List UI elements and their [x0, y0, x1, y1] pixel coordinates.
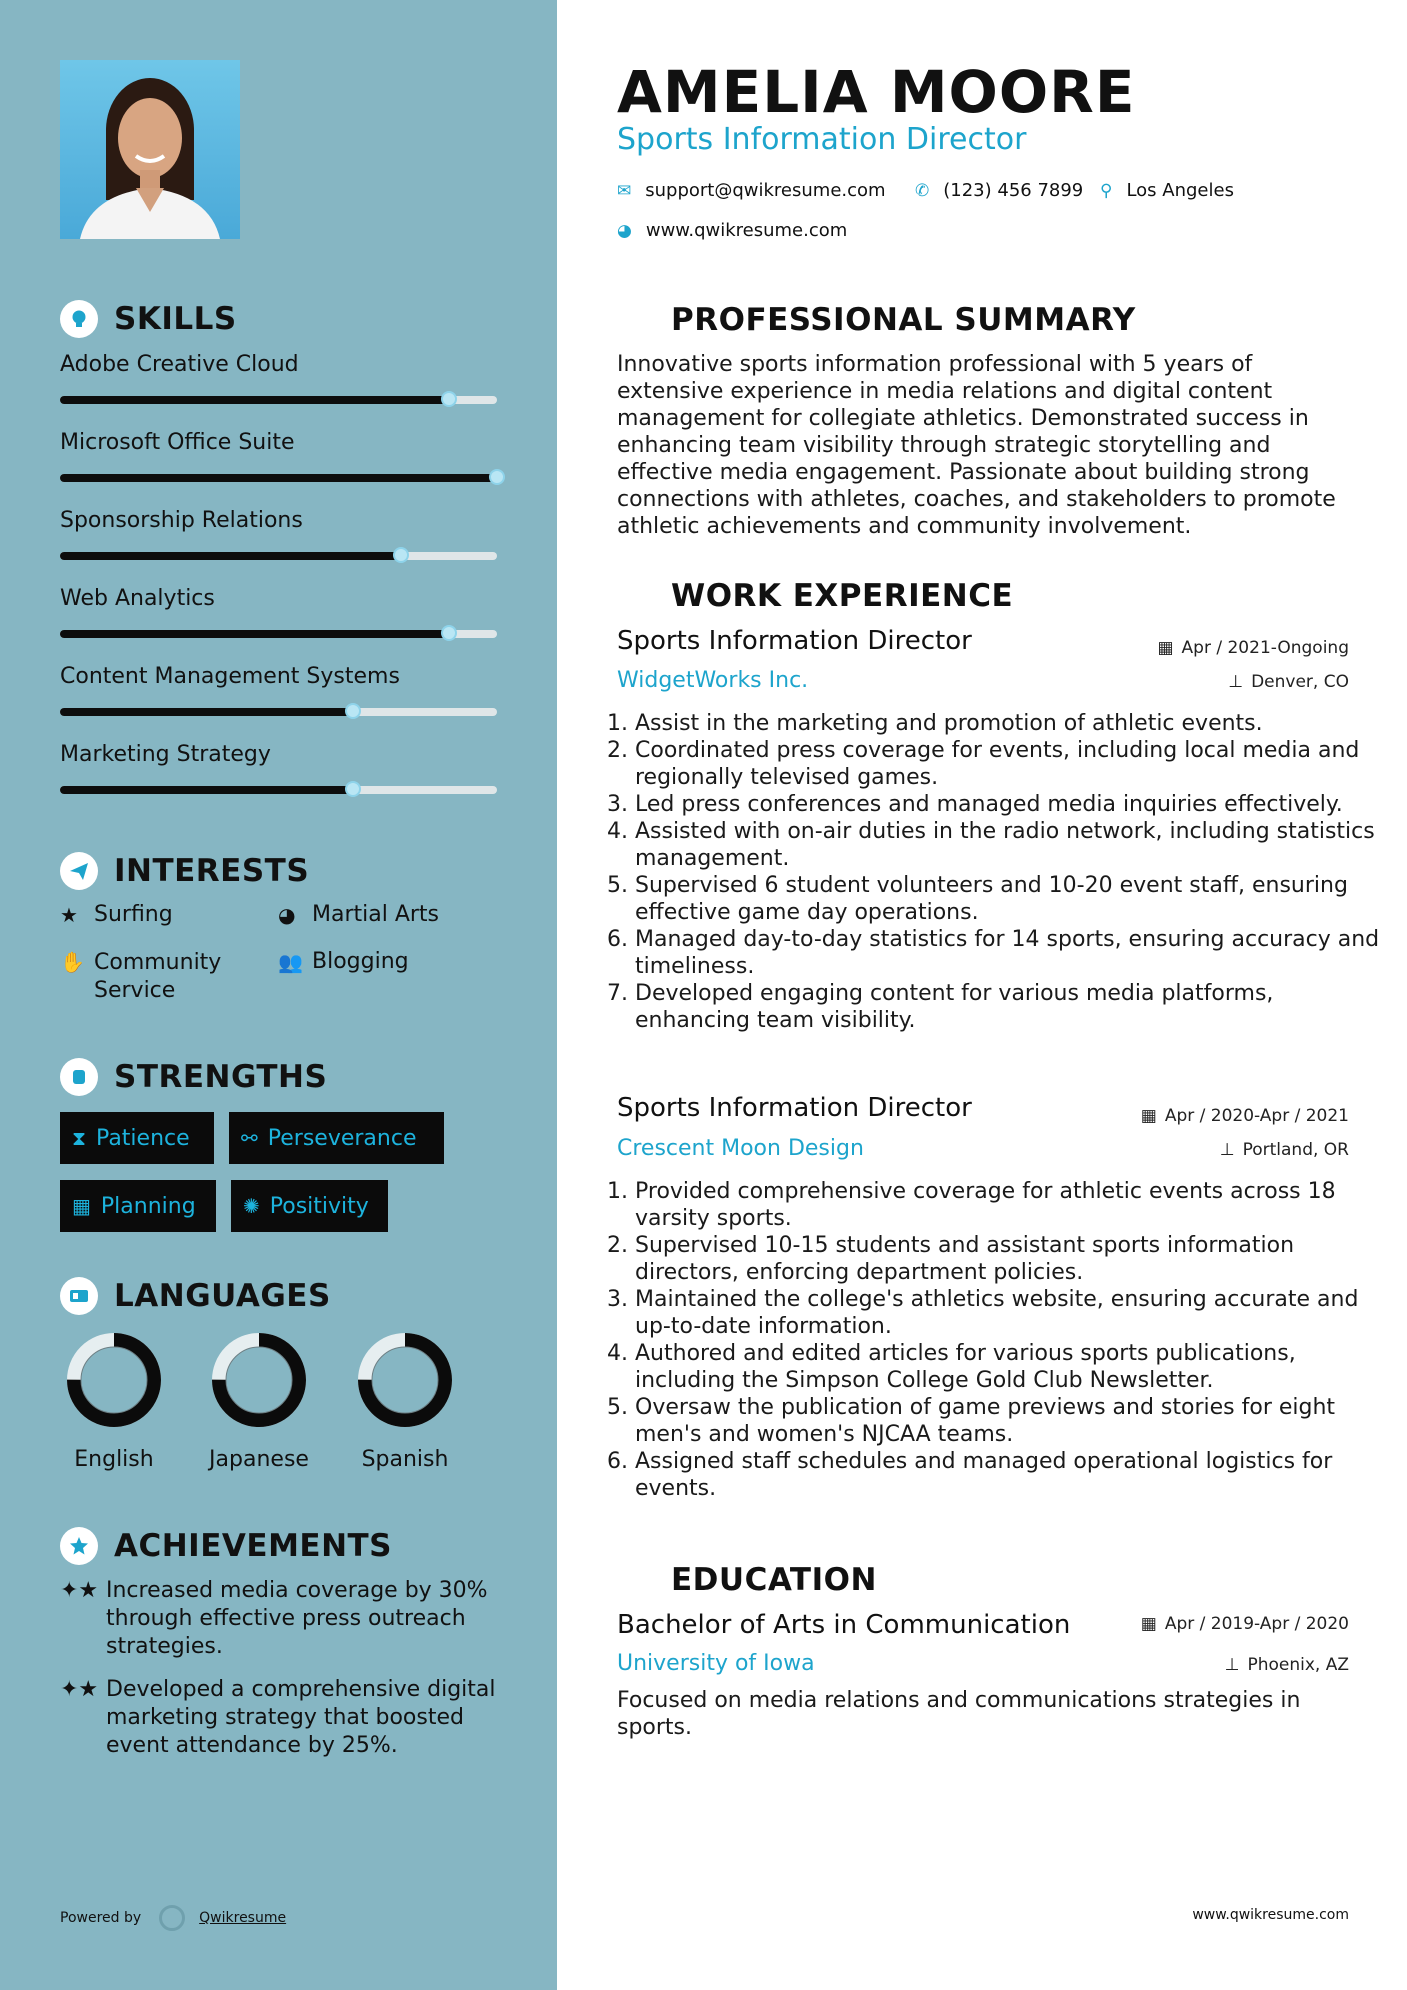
sidebar — [0, 0, 557, 1990]
achievements-heading — [60, 1527, 392, 1565]
skill-bar — [60, 708, 497, 716]
job-bullet: 5. Oversaw the publication of game previews and stories for eight men's and women's NJCAA teams. — [635, 1394, 1380, 1448]
skill-label: Content Management Systems — [60, 664, 400, 689]
qwikresume-link[interactable]: Qwikresume — [199, 1910, 287, 1926]
language-donut — [211, 1332, 307, 1432]
job-bullets — [617, 1178, 1380, 1502]
strength-chip — [231, 1180, 388, 1232]
skill-bar — [60, 396, 497, 404]
skill-bar-fill — [60, 474, 497, 482]
globe-icon: ◕ — [278, 903, 296, 927]
envelope-icon: ✉ — [617, 180, 632, 201]
hand-icon: ✋ — [60, 950, 85, 974]
binoculars-icon: ⚯ — [241, 1126, 258, 1150]
briefcase-icon — [617, 577, 655, 615]
globe-icon: ◕ — [617, 220, 632, 241]
interest-label: Community Service — [94, 950, 222, 1003]
job-dates — [1157, 638, 1349, 658]
job-bullet: 2. Supervised 10-15 students and assistant sports information directors, enforcing department policies. — [635, 1232, 1380, 1286]
skill-label: Microsoft Office Suite — [60, 430, 295, 455]
job-dates-text: Apr / 2020-Apr / 2021 — [1164, 1106, 1349, 1126]
strengths-heading — [60, 1058, 327, 1096]
skill-label: Sponsorship Relations — [60, 508, 303, 533]
job-dates — [1141, 1106, 1349, 1126]
users-icon: 👥 — [278, 950, 303, 974]
job-bullet: 1. Assist in the marketing and promotion of athletic events. — [635, 710, 1380, 737]
calendar-icon: ▦ — [1140, 1614, 1157, 1634]
paper-plane-icon — [60, 852, 98, 890]
phone-text: (123) 456 7899 — [943, 180, 1084, 201]
website-text[interactable]: www.qwikresume.com — [645, 220, 848, 241]
skill-bar — [60, 474, 497, 482]
contact-website — [617, 220, 847, 241]
job-bullets — [617, 710, 1380, 1034]
strength-chip — [60, 1112, 214, 1164]
interest-item — [60, 902, 173, 928]
strength-label: Positivity — [269, 1193, 369, 1219]
candidate-name: AMELIA MOORE — [617, 58, 1136, 126]
education-dates-text: Apr / 2019-Apr / 2020 — [1164, 1614, 1349, 1634]
skill-bar-knob — [441, 625, 457, 641]
job-bullet: 3. Maintained the college's athletics website, ensuring accurate and up-to-date information. — [635, 1286, 1380, 1340]
interest-label: Blogging — [312, 949, 409, 974]
strength-label: Patience — [96, 1125, 190, 1151]
location-text: Los Angeles — [1126, 180, 1234, 201]
company-name: Crescent Moon Design — [617, 1136, 864, 1161]
skill-bar-knob — [489, 469, 505, 485]
powered-by — [60, 1905, 286, 1931]
job-title: Sports Information Director — [617, 1093, 972, 1123]
skill-bar — [60, 786, 497, 794]
skill-label: Web Analytics — [60, 586, 215, 611]
contact-phone — [915, 180, 1083, 201]
calendar-icon: ▦ — [1157, 638, 1174, 658]
footer-website[interactable]: www.qwikresume.com — [1192, 1907, 1349, 1923]
contact-email — [617, 180, 886, 201]
job-bullet: 4. Authored and edited articles for various sports publications, including the Simpson College Gold Club Newsletter. — [635, 1340, 1380, 1394]
phone-icon: ✆ — [915, 180, 930, 201]
star-icon: ✦★ — [60, 1578, 99, 1603]
school-name: University of Iowa — [617, 1651, 815, 1676]
map-pin-icon: ⚲ — [1100, 180, 1113, 201]
skill-label: Adobe Creative Cloud — [60, 352, 299, 377]
user-icon — [617, 301, 655, 339]
graduation-cap-icon — [617, 1561, 655, 1599]
achievement-text: Developed a comprehensive digital marketing strategy that boosted event attendance by 25%. — [106, 1677, 496, 1758]
skill-bar — [60, 630, 497, 638]
strength-label: Perseverance — [267, 1125, 417, 1151]
achievement-item — [60, 1577, 500, 1661]
strengths-heading-text: STRENGTHS — [114, 1059, 328, 1095]
job-location — [1228, 672, 1349, 692]
job-bullet: 3. Led press conferences and managed media inquiries effectively. — [635, 791, 1380, 818]
interest-item — [60, 949, 260, 1005]
language-label: Japanese — [209, 1447, 309, 1472]
job-bullet: 6. Managed day-to-day statistics for 14 sports, ensuring accuracy and timeliness. — [635, 926, 1380, 980]
summary-text: Innovative sports information professional with 5 years of extensive experience in media relations and digital content management for collegiate athletics. Demonstrated success in enhancing team visibility through strategic storytelling and effective media engagement. Passionate about building strong connections with athletes, coaches, and stakeholders to promote athletic achievements and community involvement. — [617, 352, 1336, 539]
language-donut — [66, 1332, 162, 1432]
achievement-item — [60, 1676, 500, 1760]
pushpin-icon: ⊥ — [1219, 1140, 1235, 1160]
skill-bar-knob — [441, 391, 457, 407]
strength-label: Planning — [100, 1193, 196, 1219]
job-location — [1220, 1140, 1349, 1160]
job-bullet: 2. Coordinated press coverage for events, including local media and regionally televised games. — [635, 737, 1380, 791]
job-bullet: 7. Developed engaging content for various media platforms, enhancing team visibility. — [635, 980, 1380, 1034]
profile-photo — [60, 60, 240, 239]
job-dates-text: Apr / 2021-Ongoing — [1181, 638, 1349, 658]
skill-label: Marketing Strategy — [60, 742, 271, 767]
job-location-text: Portland, OR — [1242, 1140, 1349, 1160]
education-text: Focused on media relations and communications strategies in sports. — [617, 1688, 1301, 1740]
language-label: English — [74, 1447, 154, 1472]
languages-heading-text: LANGUAGES — [114, 1278, 331, 1314]
job-bullet: 5. Supervised 6 student volunteers and 10-20 event staff, ensuring effective game day operations. — [635, 872, 1380, 926]
pushpin-icon: ⊥ — [1224, 1655, 1240, 1675]
education-dates — [1141, 1614, 1349, 1634]
calendar-icon: ▦ — [72, 1194, 91, 1218]
powered-by-text: Powered by — [60, 1910, 142, 1926]
job-bullet: 6. Assigned staff schedules and managed operational logistics for events. — [635, 1448, 1380, 1502]
skill-bar-fill — [60, 708, 353, 716]
job-bullet: 1. Provided comprehensive coverage for athletic events across 18 varsity sports. — [635, 1178, 1380, 1232]
email-text[interactable]: support@qwikresume.com — [645, 180, 886, 201]
skill-bar-fill — [60, 630, 449, 638]
education-heading — [617, 1561, 877, 1599]
interest-item — [278, 949, 409, 975]
skill-bar-knob — [393, 547, 409, 563]
languages-heading — [60, 1277, 331, 1315]
interest-label: Surfing — [94, 902, 173, 927]
job-title: Sports Information Director — [617, 626, 972, 656]
star-badge-icon — [60, 1527, 98, 1565]
hourglass-icon: ⧗ — [72, 1126, 87, 1150]
skill-bar-fill — [60, 786, 353, 794]
education-location — [1225, 1655, 1349, 1675]
achievement-text: Increased media coverage by 30% through effective press outreach strategies. — [106, 1578, 488, 1659]
education-location-text: Phoenix, AZ — [1247, 1655, 1349, 1675]
sun-icon: ✺ — [243, 1194, 260, 1218]
lightbulb-icon — [60, 300, 98, 338]
interests-heading-text: INTERESTS — [114, 853, 310, 889]
skill-bar-fill — [60, 552, 401, 560]
skill-bar-fill — [60, 396, 449, 404]
job-bullet: 4. Assisted with on-air duties in the radio network, including statistics management. — [635, 818, 1380, 872]
star-icon: ✦★ — [60, 1677, 99, 1702]
summary-heading — [617, 301, 1136, 339]
degree-title: Bachelor of Arts in Communication — [617, 1610, 1071, 1640]
summary-heading-text: PROFESSIONAL SUMMARY — [671, 302, 1136, 338]
skill-bar-knob — [345, 781, 361, 797]
skills-heading — [60, 300, 237, 338]
contact-location — [1100, 180, 1234, 201]
interest-item — [278, 902, 439, 928]
experience-heading — [617, 577, 1013, 615]
language-label: Spanish — [361, 1447, 449, 1472]
achievements-heading-text: ACHIEVEMENTS — [114, 1528, 393, 1564]
interests-heading — [60, 852, 309, 890]
candidate-title: Sports Information Director — [617, 122, 1027, 157]
company-name: WidgetWorks Inc. — [617, 668, 809, 693]
interest-label: Martial Arts — [312, 902, 440, 927]
qwikresume-logo-icon — [159, 1905, 185, 1931]
fist-icon — [60, 1058, 98, 1096]
strength-chip — [60, 1180, 216, 1232]
skills-heading-text: SKILLS — [114, 301, 237, 337]
pushpin-icon: ⊥ — [1228, 672, 1244, 692]
star-icon: ★ — [60, 903, 78, 927]
skill-bar-knob — [345, 703, 361, 719]
skill-bar — [60, 552, 497, 560]
strength-chip — [229, 1112, 444, 1164]
language-donut — [357, 1332, 453, 1432]
id-card-icon — [60, 1277, 98, 1315]
experience-heading-text: WORK EXPERIENCE — [671, 578, 1014, 614]
education-heading-text: EDUCATION — [671, 1562, 877, 1598]
calendar-icon: ▦ — [1140, 1106, 1157, 1126]
job-location-text: Denver, CO — [1251, 672, 1349, 692]
